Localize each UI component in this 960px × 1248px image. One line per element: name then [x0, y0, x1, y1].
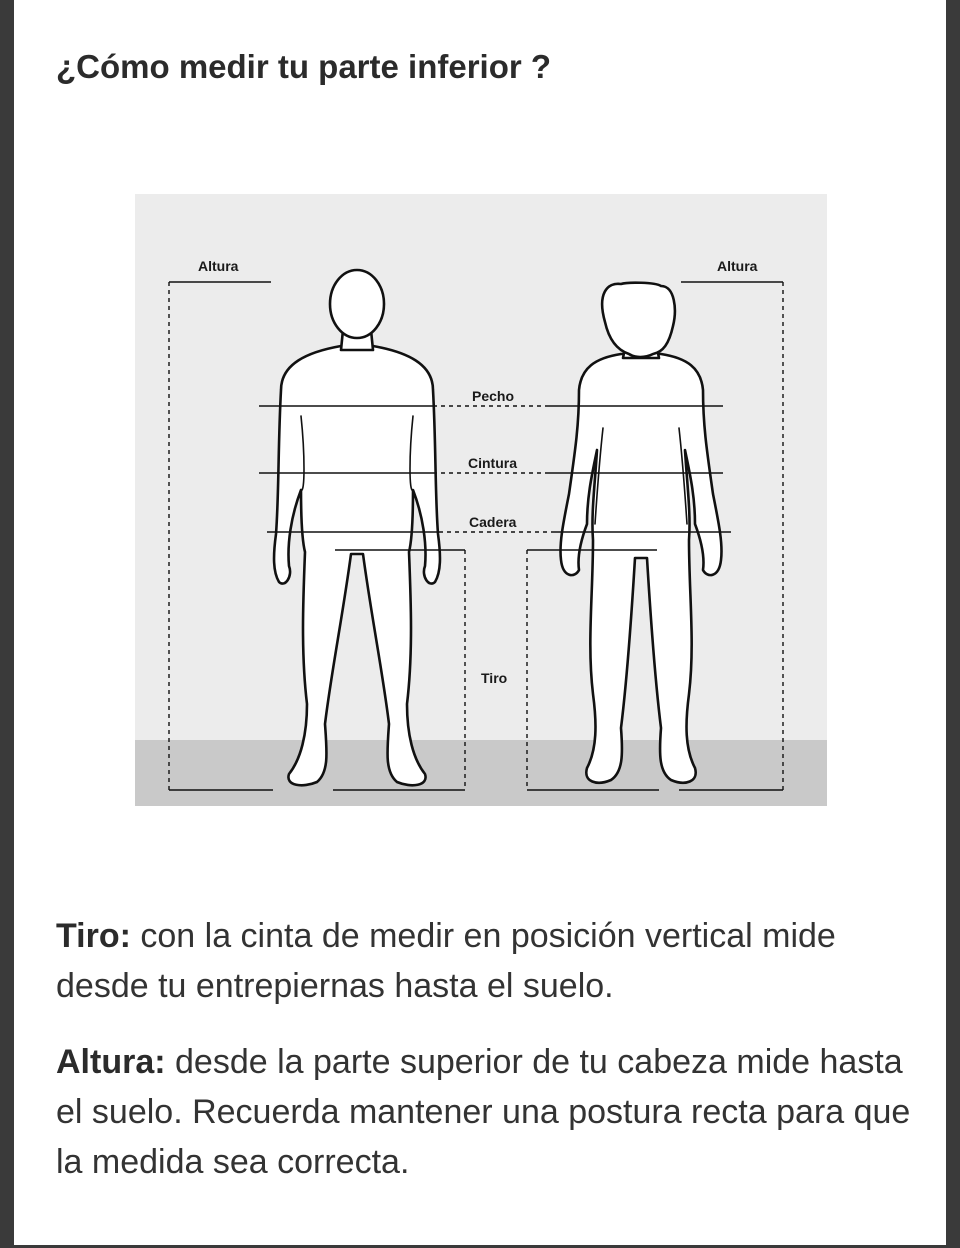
- inseam-label: Tiro: [481, 670, 508, 686]
- page-title: ¿Cómo medir tu parte inferior ?: [56, 48, 552, 85]
- chest-label: Pecho: [472, 388, 515, 404]
- height-instruction-text: desde la parte superior de tu cabeza mide hasta el suelo. Recuerda mantener una postura recta para que la medida sea correcta.: [56, 1043, 911, 1181]
- height-instruction-term: Altura:: [56, 1043, 166, 1081]
- waist-label: Cintura: [468, 455, 517, 471]
- height-right-label: Altura: [717, 258, 758, 274]
- inseam-instruction-term: Tiro:: [56, 917, 131, 955]
- height-instruction: [56, 1037, 916, 1187]
- height-left-label: Altura: [198, 258, 239, 274]
- hip-label: Cadera: [469, 514, 517, 530]
- inseam-instruction-text: con la cinta de medir en posición vertical mide desde tu entrepiernas hasta el suelo.: [56, 917, 836, 1005]
- measurement-diagram-svg: [135, 194, 827, 806]
- diagram-floor: [135, 740, 827, 806]
- inseam-instruction: [56, 911, 916, 1011]
- measurement-diagram: [135, 194, 827, 806]
- page: [14, 0, 946, 1245]
